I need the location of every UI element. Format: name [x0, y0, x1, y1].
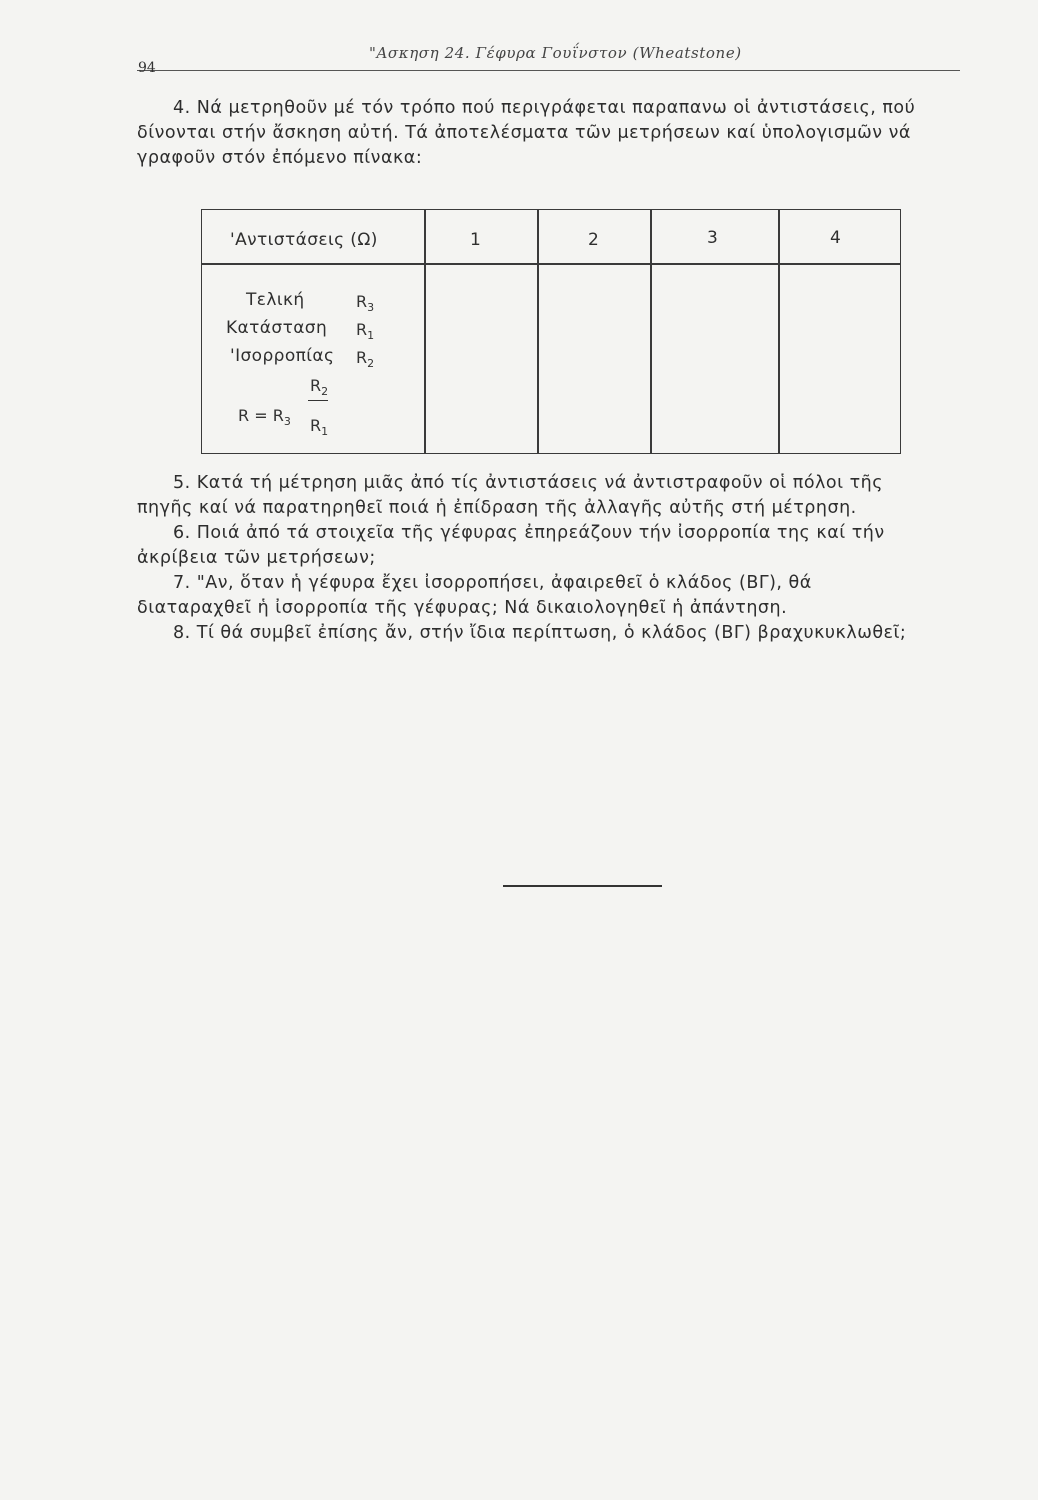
symbol-r3: $R_3$	[356, 292, 375, 314]
question-6-line-1: 6. Ποιά ἀπό τά στοιχεῖα τῆς γέφυρας ἐπηρεάζουν τήν ἰσορροπία της καί τήν	[173, 523, 885, 543]
table-divider	[778, 210, 780, 453]
results-table	[201, 209, 901, 454]
table-divider	[650, 210, 652, 453]
formula-denominator: $R_1$	[310, 416, 329, 438]
symbol-r2: $R_2$	[356, 348, 375, 370]
paragraph-4-line-3: γραφοῦν στόν ἐπόμενο πίνακα:	[137, 148, 423, 168]
running-title: "Ασκηση 24. Γέφυρα Γουΐνστον (Wheatstone)	[369, 44, 742, 62]
paragraph-4-line-2: δίνονται στήν ἄσκηση αὐτή. Τά ἀποτελέσματα τῶν μετρήσεων καί ὑπολογισμῶν νά	[137, 123, 911, 143]
table-divider	[424, 210, 426, 453]
symbol-r1: $R_1$	[356, 320, 375, 342]
paragraph-4	[137, 96, 967, 171]
column-header-2: 2	[588, 230, 600, 250]
row-label-equilibrium: 'Ισορροπίας	[230, 346, 335, 366]
questions-block	[137, 471, 967, 646]
question-7-line-2: διαταραχθεῖ ἡ ἰσορροπία τῆς γέφυρας; Νά δικαιολογηθεῖ ἡ ἀπάντηση.	[137, 598, 788, 618]
fraction-bar	[308, 400, 328, 401]
page-header	[137, 44, 960, 76]
table-divider	[202, 263, 900, 265]
formula-numerator: $R_2$	[310, 376, 329, 398]
row-label-state: Κατάσταση	[226, 318, 328, 338]
column-header-4: 4	[830, 228, 842, 248]
column-header-3: 3	[707, 228, 719, 248]
table-header-label: 'Αντιστάσεις (Ω)	[230, 230, 378, 250]
section-end-rule	[503, 885, 662, 887]
question-6-line-2: ἀκρίβεια τῶν μετρήσεων;	[137, 548, 376, 568]
question-5-line-2: πηγῆς καί νά παρατηρηθεῖ ποιά ἡ ἐπίδραση τῆς ἀλλαγῆς αὐτῆς στή μέτρηση.	[137, 498, 857, 518]
row-label-final: Τελική	[246, 290, 305, 310]
column-header-1: 1	[470, 230, 482, 250]
formula-lhs: $R = R_3$	[238, 406, 291, 428]
paragraph-4-line-1: 4. Νά μετρηθοῦν μέ τόν τρόπο πού περιγράφεται παραπανω οἱ ἀντιστάσεις, πού	[173, 98, 916, 118]
question-8-line-1: 8. Τί θά συμβεῖ ἐπίσης ἄν, στήν ἴδια περίπτωση, ὁ κλάδος (ΒΓ) βραχυκυκλωθεῖ;	[173, 623, 907, 643]
table-divider	[537, 210, 539, 453]
question-5-line-1: 5. Κατά τή μέτρηση μιᾶς ἀπό τίς ἀντιστάσεις νά ἀντιστραφοῦν οἱ πόλοι τῆς	[173, 473, 883, 493]
page-number: 94	[138, 60, 156, 76]
question-7-line-1: 7. "Αν, ὅταν ἡ γέφυρα ἔχει ἰσορροπήσει, ἀφαιρεθεῖ ὁ κλάδος (ΒΓ), θά	[173, 573, 812, 593]
